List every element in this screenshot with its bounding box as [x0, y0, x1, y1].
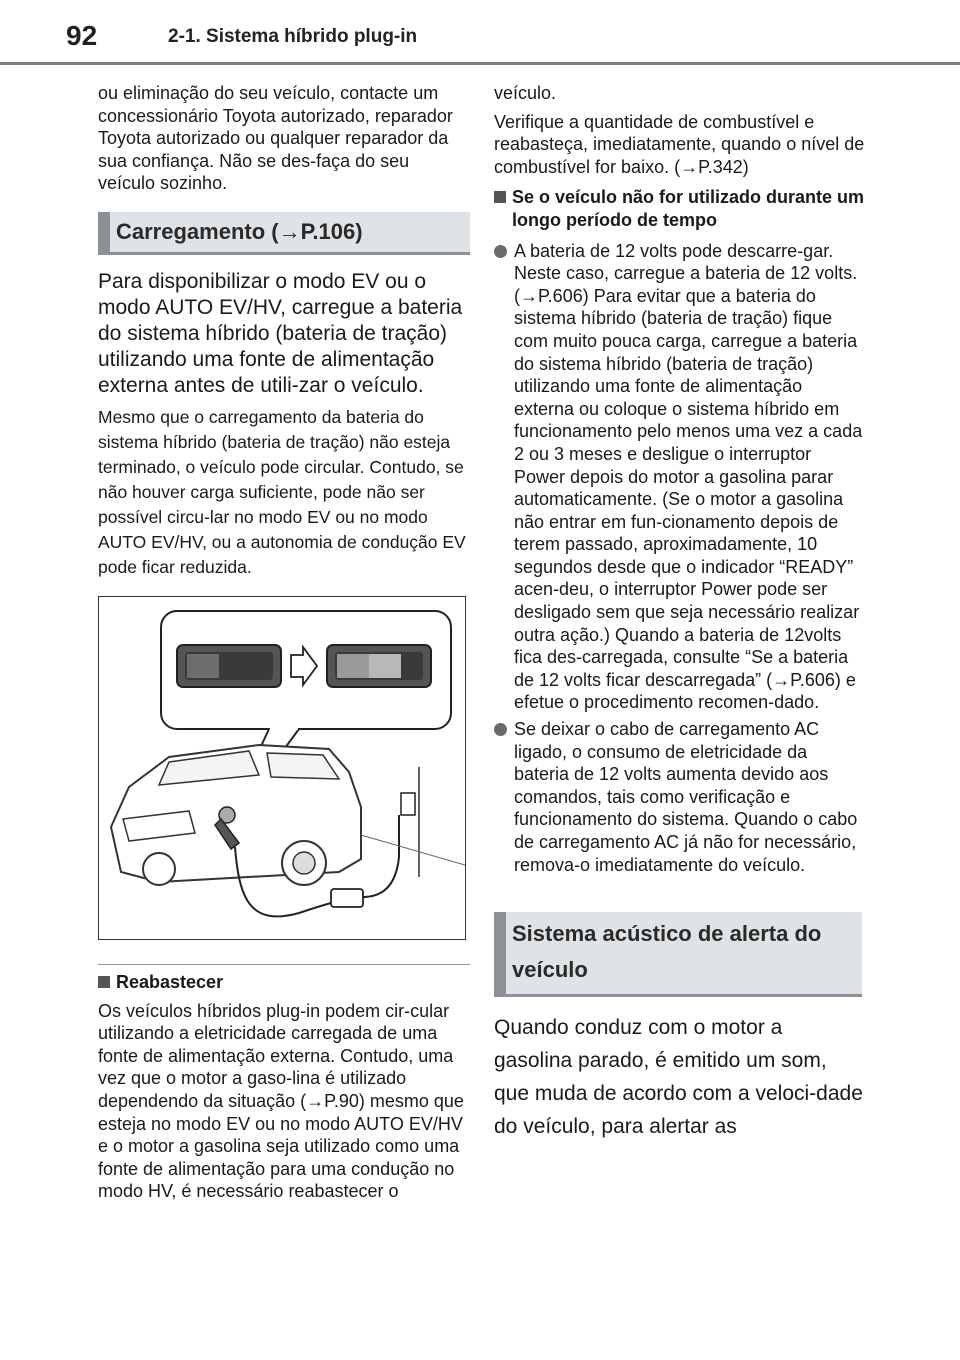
left-column: [98, 82, 470, 1203]
bullet-item: A bateria de 12 volts pode descarre-gar. Neste caso, carregue a bateria de 12 volts. (→P.606) Para evitar que a bateria do sistema híbrido (bateria de tração) fique com muito pouca carga, carregue a bateria do sistema híbrido (bateria de tração) utilizando uma fonte de alimentação externa ou coloque o sistema híbrido em funcionamento pelo menos uma vez a cada 2 ou 3 meses e desligue o interruptor Power depois do motor a gasolina parar automaticamente. (Se o motor a gasolina não entrar em fun-cionamento depois de terem passado, aproximadamente, 10 segundos desde que o indicador “READY” acen-deu, o interruptor Power pode ser desligado sem que seja necessário realizar outra ação.) Quando a bateria de 12volts fica des-carregada, consulte “Se a bateria de 12 volts ficar descarregada” (→P.606) e efetue o procedimento recomen-dado.: [494, 240, 866, 714]
header-divider: [0, 62, 960, 65]
bullet-dot-icon: [494, 245, 507, 258]
cable-control-box: [331, 889, 363, 907]
page-header: [0, 0, 960, 62]
refuel-paragraph: Os veículos híbridos plug-in podem cir-cular utilizando a eletricidade carregada de uma fonte de alimentação externa. Contudo, uma vez que o motor a gaso-lina é utilizado dependendo da situação (→P.90) mesmo que esteja no modo EV ou no modo AUTO EV/HV e o motor a gasolina seja utilizado como uma fonte de alimentação para uma condução no modo HV, é necessário reabastecer o: [98, 1000, 464, 1202]
wall-outlet: [401, 793, 415, 815]
fuel-check-paragraph: Verifique a quantidade de combustível e reabasteça, imediatamente, quando o nível de combustível for baixo. (→P.342): [494, 111, 865, 177]
bullet-dot-icon: [494, 723, 507, 736]
section-alert-title: Sistema acústico de alerta do veículo: [512, 921, 822, 983]
section-charging-title: Carregamento (→P.106): [116, 218, 363, 244]
subhead-unused-vehicle: Se o veículo não for utilizado durante um longo período de tempo: [494, 186, 866, 231]
section-charging-heading: [98, 212, 470, 255]
alert-paragraph: Quando conduz com o motor a gasolina parado, é emitido um som, que muda de acordo com a veloci-dade do veículo, para alertar as: [494, 1016, 863, 1139]
section-alert-heading: [494, 912, 862, 997]
chapter-title: 2-1. Sistema híbrido plug-in: [168, 26, 418, 47]
figure-divider: [98, 964, 470, 965]
arrow-right-icon: [291, 647, 317, 685]
page-number: 92: [66, 20, 98, 51]
vehicle-charging-drawing: [99, 597, 465, 939]
square-bullet-icon: [98, 976, 110, 988]
continued-text: veículo.: [494, 83, 557, 103]
square-bullet-icon: [494, 191, 506, 203]
charging-lead-paragraph: Para disponibilizar o modo EV ou o modo AUTO EV/HV, carregue a bateria do sistema híbrido (bateria de tração) utilizando uma fonte de alimentação externa antes de utili-zar o veículo.: [98, 269, 463, 397]
charging-body-paragraph: Mesmo que o carregamento da bateria do sistema híbrido (bateria de tração) não esteja terminado, o veículo pode circular. Contudo, se não houver carga suficiente, pode não ser possível circu-lar no modo EV ou no modo AUTO EV/HV, ou a autonomia de condução EV pode ficar reduzida.: [98, 406, 466, 577]
charging-illustration: [98, 596, 466, 940]
intro-paragraph: ou eliminação do seu veículo, contacte um concessionário Toyota autorizado, reparador Toyota autorizado ou qualquer reparador da sua confiança. Não se des-faça do seu veículo sozinho.: [98, 83, 453, 194]
bullet-item: Se deixar o cabo de carregamento AC ligado, o consumo de eletricidade da bateria de 12 volts aumenta devido aos comandos, tais como verificação e funcionamento do sistema. Quando o cabo de carregamento AC já não for necessário, remova-o imediatamente do veículo.: [494, 718, 866, 876]
right-column: [494, 82, 866, 1143]
subhead-refuel: Reabastecer: [98, 971, 470, 994]
